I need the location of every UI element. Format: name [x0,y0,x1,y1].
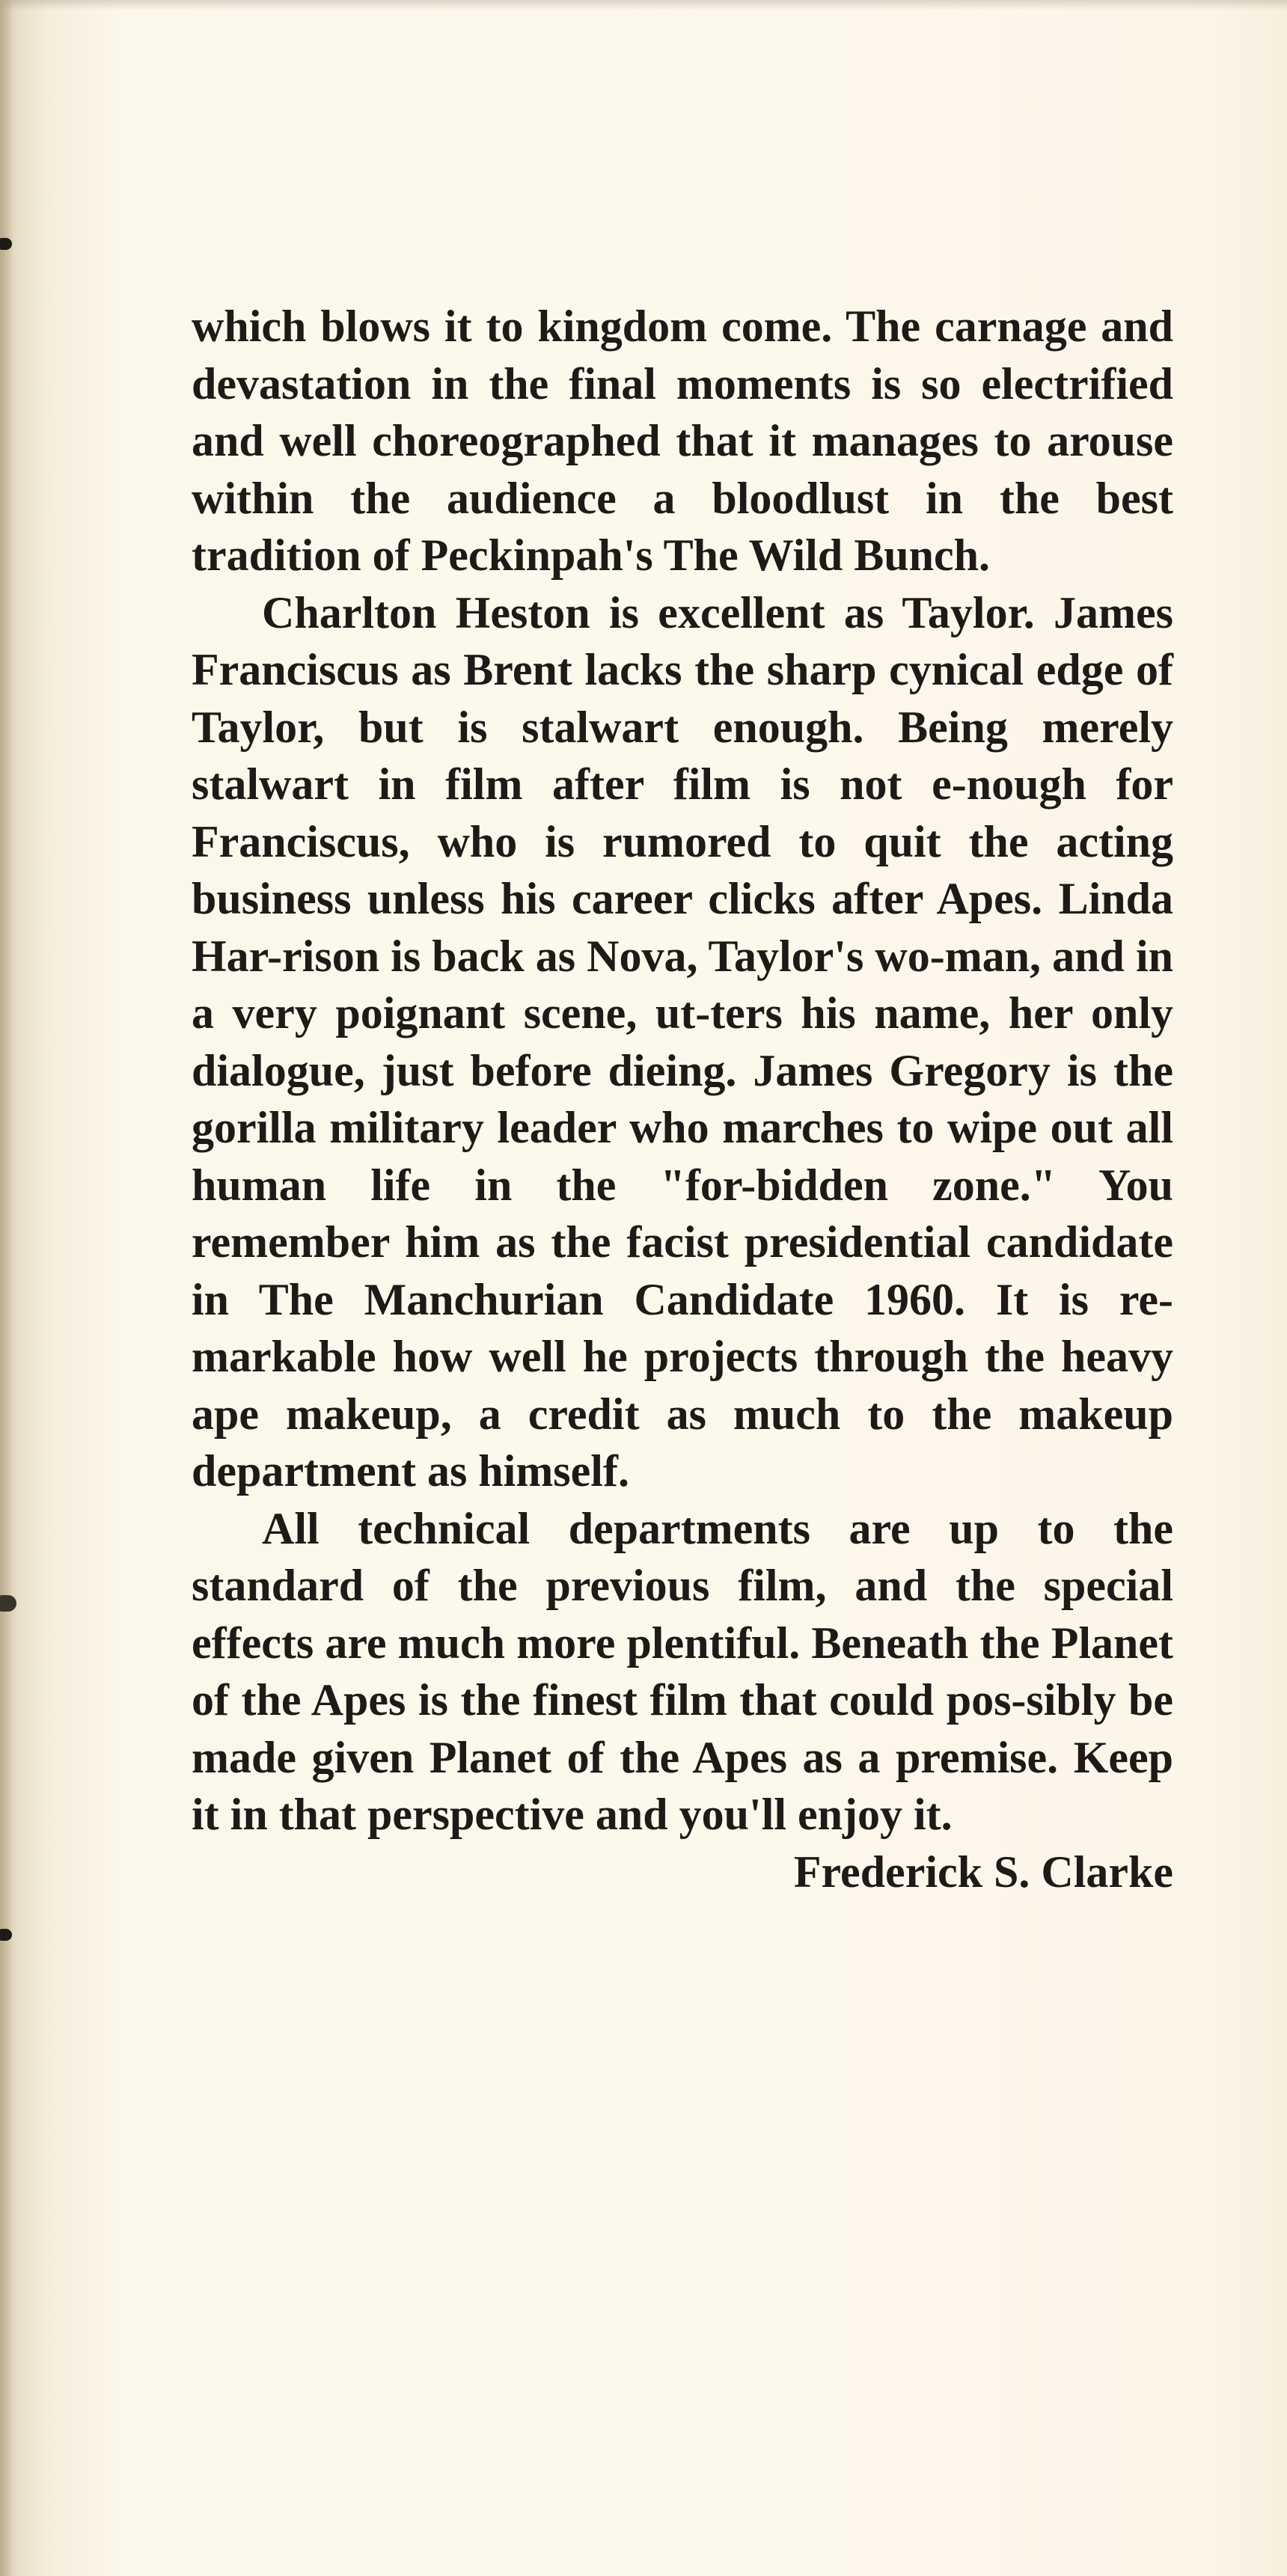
binding-edge [0,0,13,2576]
binding-mark [0,1595,16,1612]
binding-mark [0,1929,12,1941]
paragraph-2: Charlton Heston is excellent as Taylor. James Franciscus as Brent lacks the sharp cynical edge of Taylor, but is stalwart enough. Being merely stalwart in film after film is not e-nough for Franciscus, who is rumored to quit the acting business unless his career clicks after Apes. Linda Har-rison is back as Nova, Taylor's wo-man, and in a very poignant scene, ut-ters his name, her only dialogue, just before dieing. James Gregory is the gorilla military leader who marches to wipe out all human life in the "for-bidden zone." You remember him as the facist presidential candidate in The Manchurian Candidate 1960. It is re-markable how well he projects through the heavy ape makeup, a credit as much to the makeup department as himself. [192,587,1173,1496]
binding-mark [0,238,12,250]
page-top-shadow [0,0,1287,10]
paragraph-3: All technical departments are up to the standard of the previous film, and the special effects are much more plentiful. Beneath the Planet of the Apes is the finest film that could pos-sibly be made given Planet of the Apes as a premise. Keep it in that perspective and you'll enjoy it. [192,1503,1173,1839]
author-signature: Frederick S. Clarke [793,1847,1173,1897]
paragraph-1: which blows it to kingdom come. The carnage and devastation in the final moments is so electrified and well choreographed that it manages to arouse within the audience a bloodlust in the best tradition of Peckinpah's The Wild Bunch. [192,302,1173,580]
article-text [192,298,1173,1900]
